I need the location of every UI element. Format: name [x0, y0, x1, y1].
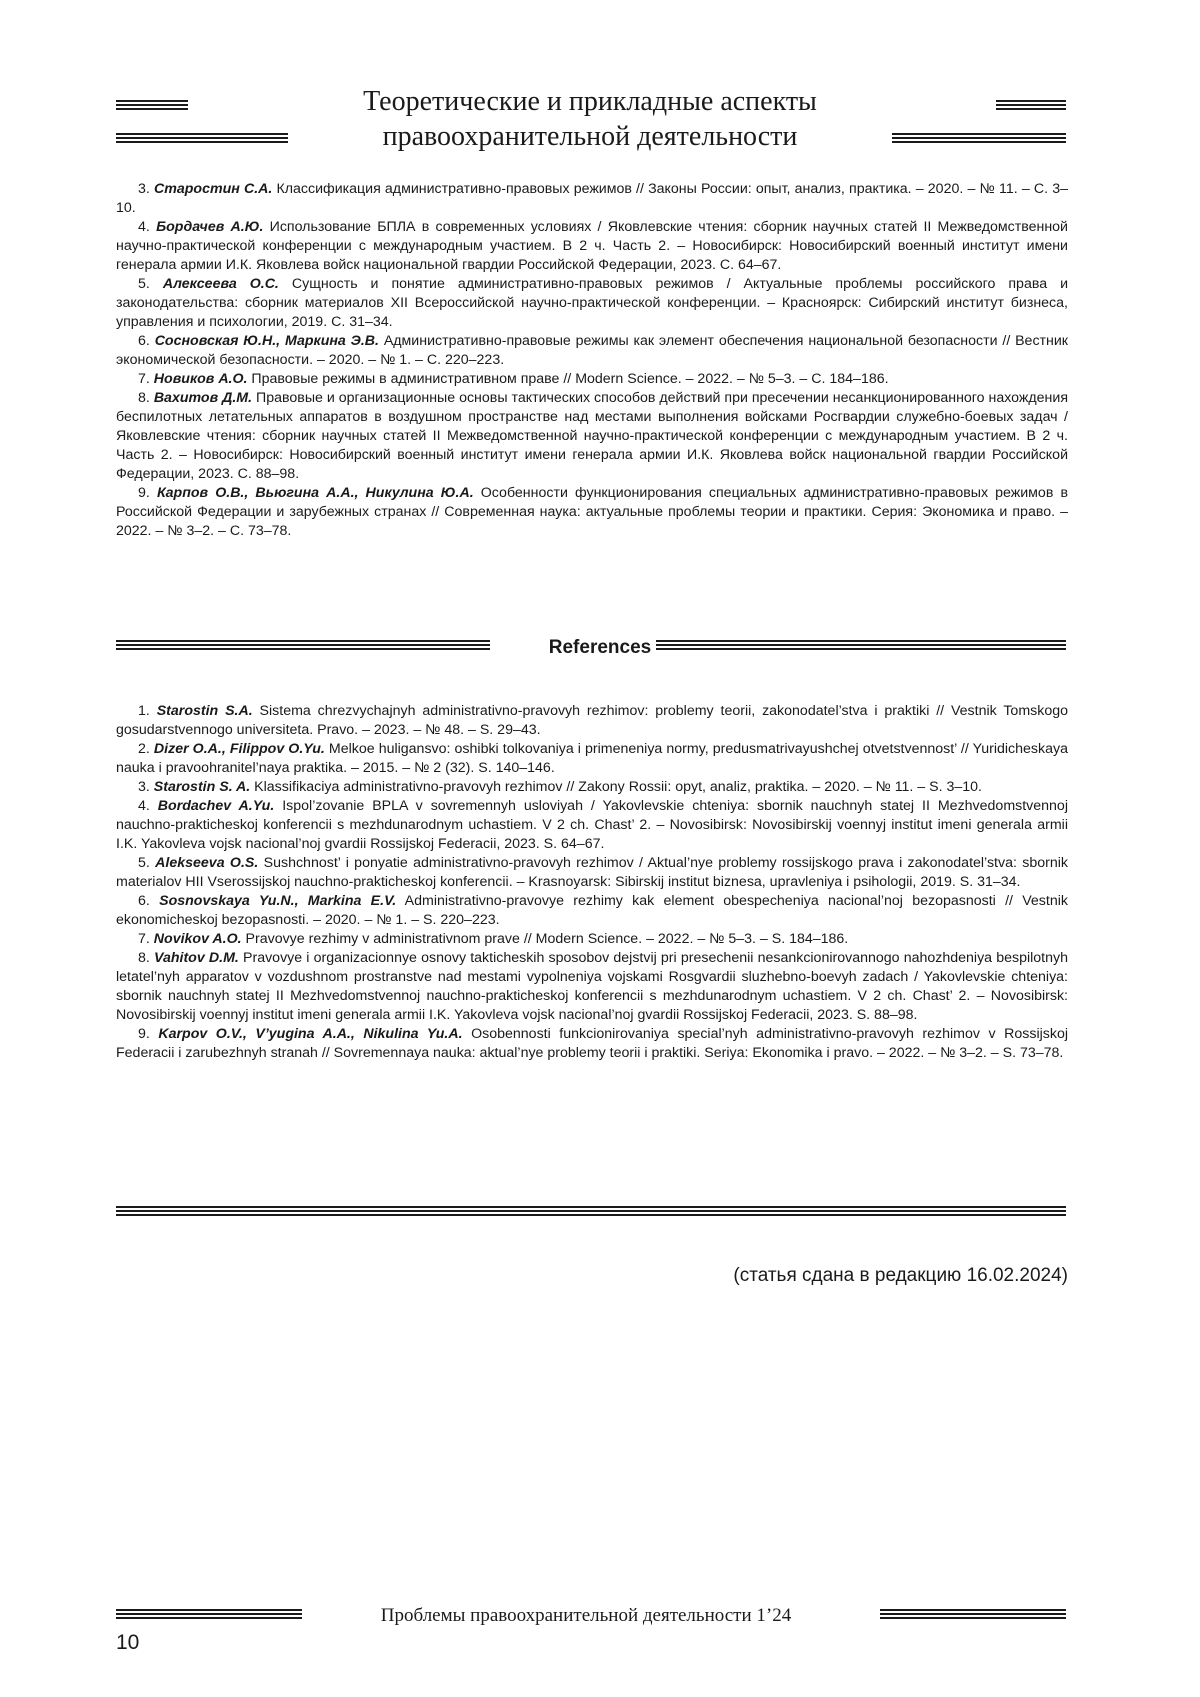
reference-item [116, 930, 1068, 949]
reference-number: 6. [138, 893, 150, 909]
reference-author: Starostin S.A. [156, 703, 253, 719]
reference-item [116, 949, 1068, 1025]
reference-author: Вахитов Д.М. [153, 390, 253, 406]
reference-number: 1. [138, 703, 150, 719]
header-rule-left-top [116, 100, 188, 110]
reference-item [116, 389, 1068, 484]
references-rule-right [656, 640, 1066, 650]
reference-item [116, 778, 1068, 797]
reference-text: Pravovye rezhimy v administrativnom prave // Modern Science. – 2022. – № 5–3. – S. 184–186. [241, 931, 849, 947]
reference-number: 4. [138, 219, 150, 235]
reference-author: Dizer O.A., Filippov O.Yu. [153, 741, 325, 757]
reference-number: 8. [138, 390, 150, 406]
reference-author: Novikov A.O. [153, 931, 242, 947]
reference-author: Vahitov D.M. [154, 950, 239, 966]
reference-text: Сущность и понятие административно-правовых режимов / Актуальные проблемы российского права и законодательства: сборник материалов XII Всероссийской научно-практической конференции. – Красноярск: Сибирский институт бизнеса, управления и психологии, 2019. С. 31–34. [116, 276, 1069, 330]
reference-number: 9. [138, 1026, 150, 1042]
reference-item [116, 484, 1068, 541]
reference-item [116, 702, 1068, 740]
reference-author: Алексеева О.С. [162, 276, 279, 292]
reference-text: Правовые и организационные основы тактических способов действий при пресечении несанкционированного нахождения беспилотных летательных аппаратов в воздушном пространстве над местами выполнения войсками Росгвардии служебно-боевых задач / Яковлевские чтения: сборник научных статей II Межведомственной научно-практической конференции с международным участием. В 2 ч. Часть 2. – Новосибирск: Новосибирский военный институт имени генерала армии И.К. Яковлева войск национальной гвардии Российской Федерации, 2023. С. 88–98. [116, 390, 1069, 482]
submission-date-note: (статья сдана в редакцию 16.02.2024) [733, 1265, 1068, 1286]
reference-author: Бордачев А.Ю. [156, 219, 264, 235]
reference-item [116, 218, 1068, 275]
closing-rule [116, 1206, 1066, 1216]
reference-text: Ispol’zovanie BPLA v sovremennyh usloviyah / Yakovlevskie chteniya: sbornik nauchnyh statej II Mezhvedomstvennoj nauchno-prakticheskoj konferencii s mezhdunarodnym uchastiem. V 2 ch. Chast’ 2. – Novosibirsk: Novosibirskij voennyj institut imeni generala armii I.K. Yakovleva vojsk nacional’noj gvardii Rossijskoj Federacii, 2023. S. 64–67. [116, 798, 1068, 852]
reference-author: Sosnovskaya Yu.N., Markina E.V. [159, 893, 397, 909]
reference-item [116, 892, 1068, 930]
reference-author: Karpov O.V., V’yugina A.A., Nikulina Yu.A. [158, 1026, 463, 1042]
footer-rule-right [880, 1609, 1066, 1619]
header-title-line-1: Теоретические и прикладные аспекты [363, 86, 817, 117]
russian-reference-list [116, 180, 1068, 541]
footer-rule-left [116, 1609, 302, 1619]
reference-item [116, 332, 1068, 370]
reference-text: Osobennosti funkcionirovaniya special’nyh administrativno-pravovyh rezhimov v Rossijskoj Federacii i zarubezhnyh stranah // Sovremennaya nauka: aktual’nye problemy teorii i praktiki. Seriya: Ekonomika i pravo. – 2022. – № 3–2. – S. 73–78. [116, 1026, 1068, 1061]
footer-journal-title: Проблемы правоохранительной деятельности 1’24 [380, 1605, 792, 1626]
english-reference-list [116, 702, 1068, 1063]
reference-text: Классификация административно-правовых режимов // Законы России: опыт, анализ, практика. – 2020. – № 11. – С. 3–10. [116, 181, 1068, 216]
reference-number: 5. [138, 855, 150, 871]
header-rule-left-bottom [116, 133, 288, 143]
reference-author: Карпов О.В., Вьюгина А.А., Никулина Ю.А. [156, 485, 474, 501]
reference-text: Административно-правовые режимы как элемент обеспечения национальной безопасности // Вестник экономической безопасности. – 2020. – № 1. – С. 220–223. [116, 333, 1069, 368]
reference-text: Sistema chrezvychajnyh administrativno-pravovyh rezhimov: problemy teorii, zakonodatel’stva i praktiki // Vestnik Tomskogo gosudarstvennogo universiteta. Pravo. – 2023. – № 48. – S. 29–43. [116, 703, 1068, 738]
reference-item [116, 180, 1068, 218]
reference-number: 3. [138, 779, 150, 795]
header-rule-right-bottom [892, 133, 1066, 143]
reference-item [116, 370, 1068, 389]
reference-number: 7. [138, 371, 150, 387]
reference-author: Сосновская Ю.Н., Маркина Э.В. [154, 333, 379, 349]
page-header-title [290, 84, 890, 154]
reference-text: Особенности функционирования специальных административно-правовых режимов в Российской Федерации и зарубежных странах // Современная наука: актуальные проблемы теории и практики. Серия: Экономика и право. – 2022. – № 3–2. – С. 73–78. [116, 485, 1068, 539]
references-heading: References [548, 637, 652, 658]
reference-text: Administrativno-pravovye rezhimy kak element obespecheniya nacional’noj bezopasnosti // Vestnik ekonomicheskoj bezopasnosti. – 2020. – № 1. – S. 220–223. [116, 893, 1068, 928]
reference-author: Новиков А.О. [153, 371, 248, 387]
reference-number: 3. [138, 181, 150, 197]
reference-number: 4. [138, 798, 150, 814]
reference-number: 2. [138, 741, 150, 757]
reference-item [116, 275, 1068, 332]
references-rule-left [116, 640, 490, 650]
reference-item [116, 740, 1068, 778]
reference-number: 7. [138, 931, 150, 947]
reference-text: Использование БПЛА в современных условиях / Яковлевские чтения: сборник научных статей II Межведомственной научно-практической конференции с международным участием. В 2 ч. Часть 2. – Новосибирск: Новосибирский военный институт имени генерала армии И.К. Яковлева войск национальной гвардии Российской Федерации, 2023. С. 64–67. [116, 219, 1068, 273]
reference-text: Pravovye i organizacionnye osnovy takticheskih sposobov dejstvij pri presechenii nesankcionirovannogo nahozhdeniya bespilotnyh letatel’nyh apparatov v vozdushnom prostranstve nad mestami vypolneniya vojskami Rosgvardii sluzhebno-boevyh zadach / Yakovlevskie chteniya: sbornik nauchnyh statej II Mezhvedomstvennoj nauchno-prakticheskoj konferencii s mezhdunarodnym uchastiem. V 2 ch. Chast’ 2. – Novosibirsk: Novosibirskij voennyj institut imeni generala armii I.K. Yakovleva vojsk nacional’noj gvardii Rossijskoj Federacii, 2023. S. 88–98. [116, 950, 1068, 1023]
header-rule-right-top [996, 100, 1066, 110]
reference-text: Правовые режимы в административном праве // Modern Science. – 2022. – № 5–3. – С. 184–186. [247, 371, 889, 387]
reference-text: Sushchnost’ i ponyatie administrativno-pravovyh rezhimov / Aktual’nye problemy rossijskogo prava i zakonodatel’stva: sbornik materialov HII Vserossijskoj nauchno-prakticheskoj konferencii. – Krasnoyarsk: Sibirskij institut biznesa, upravleniya i psihologii, 2019. S. 31–34. [116, 855, 1068, 890]
reference-text: Klassifikaciya administrativno-pravovyh rezhimov // Zakony Rossii: opyt, analiz, praktika. – 2020. – № 11. – S. 3–10. [250, 779, 982, 795]
header-title-line-2: правоохранительной деятельности [382, 121, 798, 152]
reference-author: Alekseeva O.S. [155, 855, 259, 871]
reference-number: 8. [138, 950, 150, 966]
reference-text: Melkoe huligansvo: oshibki tolkovaniya i primeneniya normy, predusmatrivayushchej otvetstvennost’ // Yuridicheskaya nauka i pravoohranitel’naya praktika. – 2015. – № 2 (32). S. 140–146. [116, 741, 1068, 776]
reference-number: 5. [138, 276, 150, 292]
reference-author: Starostin S. A. [153, 779, 251, 795]
reference-number: 9. [138, 485, 150, 501]
reference-number: 6. [138, 333, 150, 349]
reference-item [116, 797, 1068, 854]
reference-author: Bordachev A.Yu. [157, 798, 275, 814]
page-number: 10 [116, 1631, 140, 1654]
reference-item [116, 1025, 1068, 1063]
reference-item [116, 854, 1068, 892]
reference-author: Старостин С.А. [154, 181, 273, 197]
